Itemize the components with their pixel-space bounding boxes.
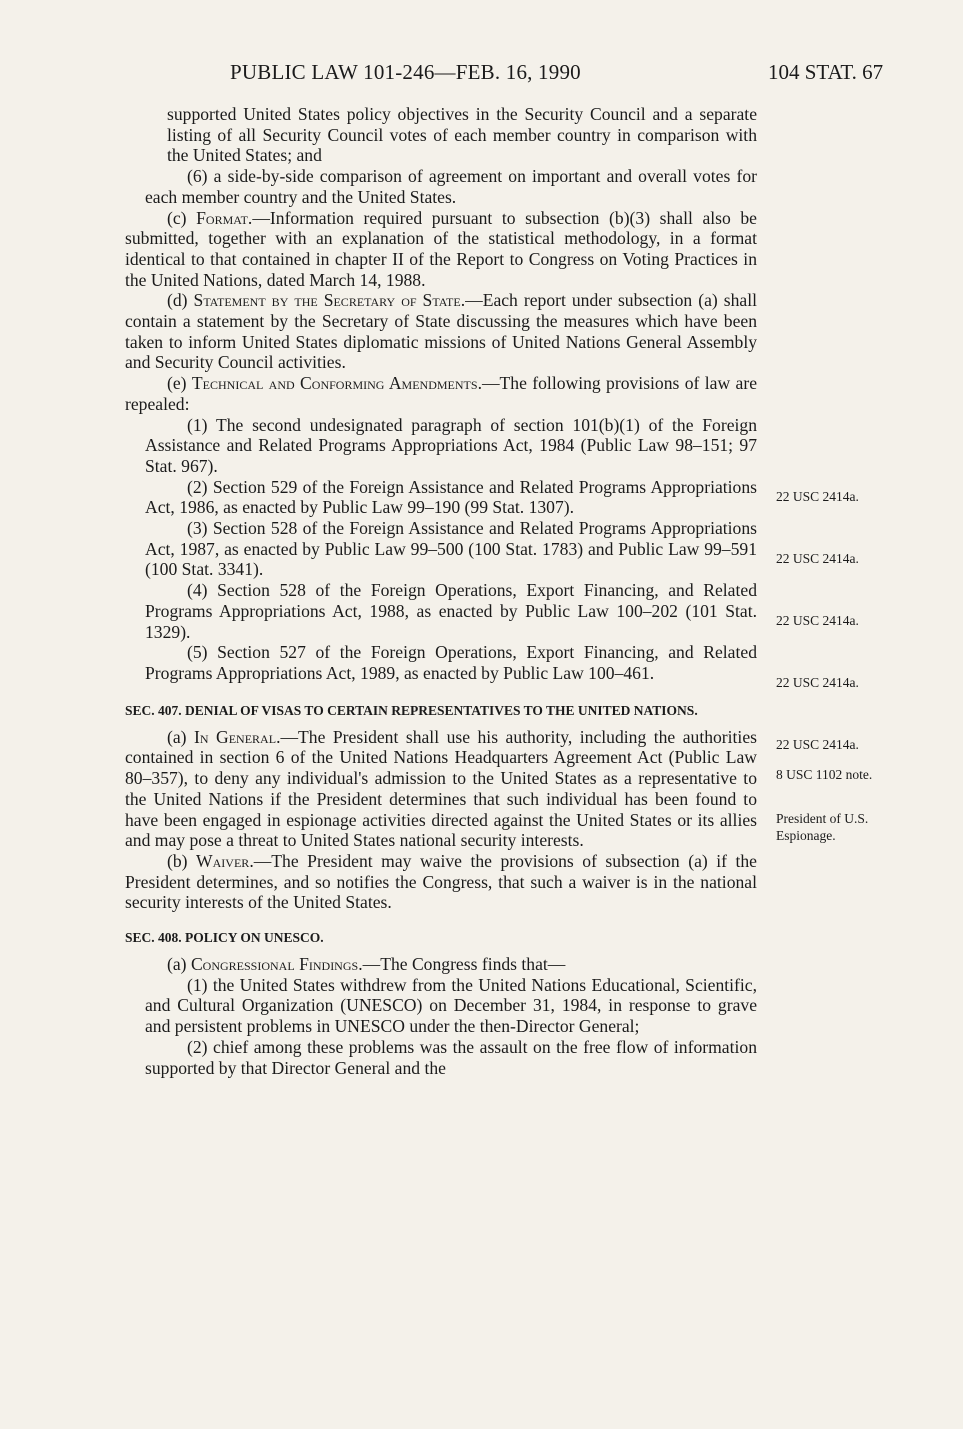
body-text xyxy=(125,104,757,1078)
subsection-c: (c) Format.—Information required pursuant to subsection (b)(3) shall also be submitted, together with an explanation of the statistical methodology, in a format identical to that contained in chapter II of the Report to Congress on Voting Practices in the United Nations, dated March 14, 1988. xyxy=(125,207,757,290)
repeal-item-4: (4) Section 528 of the Foreign Operations, Export Financing, and Related Programs Appropriations Act, 1988, as enacted by Public Law 100–202 (101 Stat. 1329). xyxy=(145,580,757,642)
repeal-item-5: (5) Section 527 of the Foreign Operations, Export Financing, and Related Programs Appropriations Act, 1989, as enacted by Public Law 100–461. xyxy=(145,642,757,683)
section-407-b: (b) Waiver.—The President may waive the provisions of subsection (a) if the President determines, and so notifies the Congress, that such a waiver is in the national security interests of the United States. xyxy=(125,850,757,913)
subsection-heading: Congressional Findings xyxy=(190,954,359,975)
subsection-e: (e) Technical and Conforming Amendments.—The following provisions of law are repealed: xyxy=(125,373,757,414)
margin-note: Espionage. xyxy=(776,828,836,843)
paragraph-item-6: (6) a side-by-side comparison of agreement on important and overall votes for each member country and the United States. xyxy=(145,166,757,207)
margin-note: 22 USC 2414a. xyxy=(776,613,859,628)
margin-note: 22 USC 2414a. xyxy=(776,675,859,690)
margin-note: 22 USC 2414a. xyxy=(776,489,859,504)
subsection-heading: Statement by the Secretary of State xyxy=(193,290,461,311)
repeal-item-3: (3) Section 528 of the Foreign Assistance and Related Programs Appropriations Act, 1987, as enacted by Public Law 99–500 (100 Stat. 1783) and Public Law 99–591 (100 Stat. 3341). xyxy=(145,518,757,580)
finding-item-1: (1) the United States withdrew from the United Nations Educational, Scientific, and Cultural Organization (UNESCO) on December 31, 1984, in response to grave and persistent problems in UNESCO under the then-Director General; xyxy=(145,974,757,1037)
subsection-d: (d) Statement by the Secretary of State.—Each report under subsection (a) shall contain a statement by the Secretary of State discussing the measures which have been taken to inform United States diplomatic missions of United Nations General Assembly and Security Council activities. xyxy=(125,290,757,373)
section-408-heading: SEC. 408. POLICY ON UNESCO. xyxy=(125,930,324,946)
section-407-heading: SEC. 407. DENIAL OF VISAS TO CERTAIN REPRESENTATIVES TO THE UNITED NATIONS. xyxy=(125,702,698,718)
page-stat-number: 104 STAT. 67 xyxy=(768,60,884,84)
subsection-heading: Waiver xyxy=(196,850,250,871)
margin-note: 8 USC 1102 note. xyxy=(776,767,873,782)
section-407-a: (a) In General.—The President shall use his authority, including the authorities contained in section 6 of the United Nations Headquarters Agreement Act (Public Law 80–357), to deny any individual's admission to the United States as a representative to the United Nations if the President determines that such individual has been found to have been engaged in espionage activities directed against the United States or its allies and may pose a threat to United States national security interests. xyxy=(125,726,757,851)
subsection-heading: Format xyxy=(196,207,248,228)
paragraph-continuation: supported United States policy objectives in the Security Council and a separate listing of all Security Council votes of each member country in comparison with the United States; and xyxy=(167,104,757,166)
section-408-a: (a) Congressional Findings.—The Congress finds that— xyxy=(167,954,566,975)
margin-note: President of U.S. xyxy=(776,811,869,826)
repeal-item-1: (1) The second undesignated paragraph of section 101(b)(1) of the Foreign Assistance and Related Programs Appropriations Act, 1984 (Public Law 98–151; 97 Stat. 967). xyxy=(145,414,757,476)
subsection-heading: In General xyxy=(194,726,277,747)
repeal-item-2: (2) Section 529 of the Foreign Assistance and Related Programs Appropriations Act, 1986, as enacted by Public Law 99–190 (99 Stat. 1307). xyxy=(145,476,757,518)
finding-item-2: (2) chief among these problems was the assault on the free flow of information supported by that Director General and the xyxy=(145,1036,757,1078)
subsection-heading: Technical and Conforming Amendments xyxy=(191,373,478,394)
margin-note: 22 USC 2414a. xyxy=(776,551,859,566)
margin-note: 22 USC 2414a. xyxy=(776,737,859,752)
running-header-title: PUBLIC LAW 101-246—FEB. 16, 1990 xyxy=(230,60,581,84)
